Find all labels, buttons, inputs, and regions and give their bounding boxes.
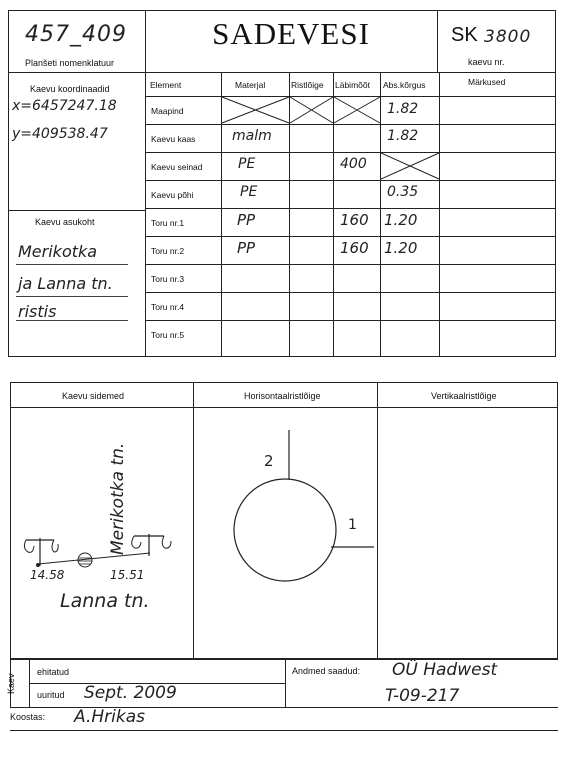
section-label-vertical: Vertikaalristlõige — [431, 391, 497, 401]
author-label: Koostas: — [10, 712, 46, 722]
divider — [285, 659, 286, 707]
divider — [10, 730, 558, 731]
well-number: 3800 — [484, 27, 532, 47]
data-source-label: Andmed saadud: — [292, 666, 361, 676]
row-element: Kaevu kaas — [151, 134, 196, 144]
location-label: Kaevu asukoht — [35, 217, 95, 227]
street-label-top: Merikotka tn. — [108, 442, 128, 555]
material-value: malm — [232, 128, 272, 144]
row-element: Toru nr.2 — [151, 246, 185, 256]
well-prefix: SK — [451, 24, 478, 46]
author-value: A.Hrikas — [74, 707, 145, 727]
pipe-label-2: 2 — [264, 452, 274, 470]
material-value: PP — [237, 239, 256, 257]
abs-value: 1.82 — [387, 101, 419, 117]
well-label: kaevu nr. — [468, 57, 505, 67]
column-header: Märkused — [468, 77, 506, 87]
abs-value: 0.35 — [387, 184, 419, 200]
column-header: Läbimõõt — [335, 80, 370, 90]
pipe-label-1: 1 — [348, 517, 357, 533]
footer-side-label: Kaev — [6, 673, 16, 694]
location-line-3: ristis — [18, 302, 57, 321]
column-header: Ristlõige — [291, 80, 324, 90]
section-label-horizontal: Horisontaalristlõige — [244, 391, 321, 401]
material-value: PP — [237, 211, 256, 229]
sheet-number: 457_409 — [25, 22, 127, 47]
surveyed-label: uuritud — [37, 690, 65, 700]
material-value: PE — [240, 184, 258, 200]
distance-left: 14.58 — [30, 568, 65, 582]
row-element: Maapind — [151, 106, 184, 116]
surveyed-value: Sept. 2009 — [84, 683, 177, 703]
coordinates-label: Kaevu koordinaadid — [30, 84, 110, 94]
data-source-value-2: T-09-217 — [385, 686, 460, 706]
material-value: PE — [238, 156, 256, 172]
diameter-value: 160 — [340, 239, 369, 257]
row-element: Toru nr.5 — [151, 330, 185, 340]
coordinate-y: y=409538.47 — [12, 126, 108, 142]
built-label: ehitatud — [37, 667, 70, 677]
coordinate-x: x=6457247.18 — [12, 98, 117, 114]
abs-value: 1.82 — [387, 128, 419, 144]
street-label-bottom: Lanna tn. — [60, 590, 150, 612]
section-label-ties: Kaevu sidemed — [62, 391, 125, 401]
sheet-label: Planšeti nomenklatuur — [25, 58, 115, 68]
row-element: Toru nr.4 — [151, 302, 185, 312]
column-header: Element — [150, 80, 182, 90]
location-line-1: Merikotka — [18, 242, 98, 261]
row-element: Kaevu seinad — [151, 162, 203, 172]
diameter-value: 400 — [340, 156, 367, 172]
column-header: Materjal — [235, 80, 266, 90]
row-element: Toru nr.1 — [151, 218, 185, 228]
abs-value: 1.20 — [384, 211, 418, 229]
abs-value: 1.20 — [384, 239, 418, 257]
row-element: Kaevu põhi — [151, 190, 194, 200]
page-title: SADEVESI — [212, 16, 370, 51]
diameter-value: 160 — [340, 211, 369, 229]
location-line-2: ja Lanna tn. — [18, 274, 113, 293]
data-source-value-1: OÜ Hadwest — [392, 660, 498, 680]
distance-right: 15.51 — [110, 568, 145, 582]
row-element: Toru nr.3 — [151, 274, 185, 284]
column-header: Abs.kõrgus — [383, 80, 426, 90]
